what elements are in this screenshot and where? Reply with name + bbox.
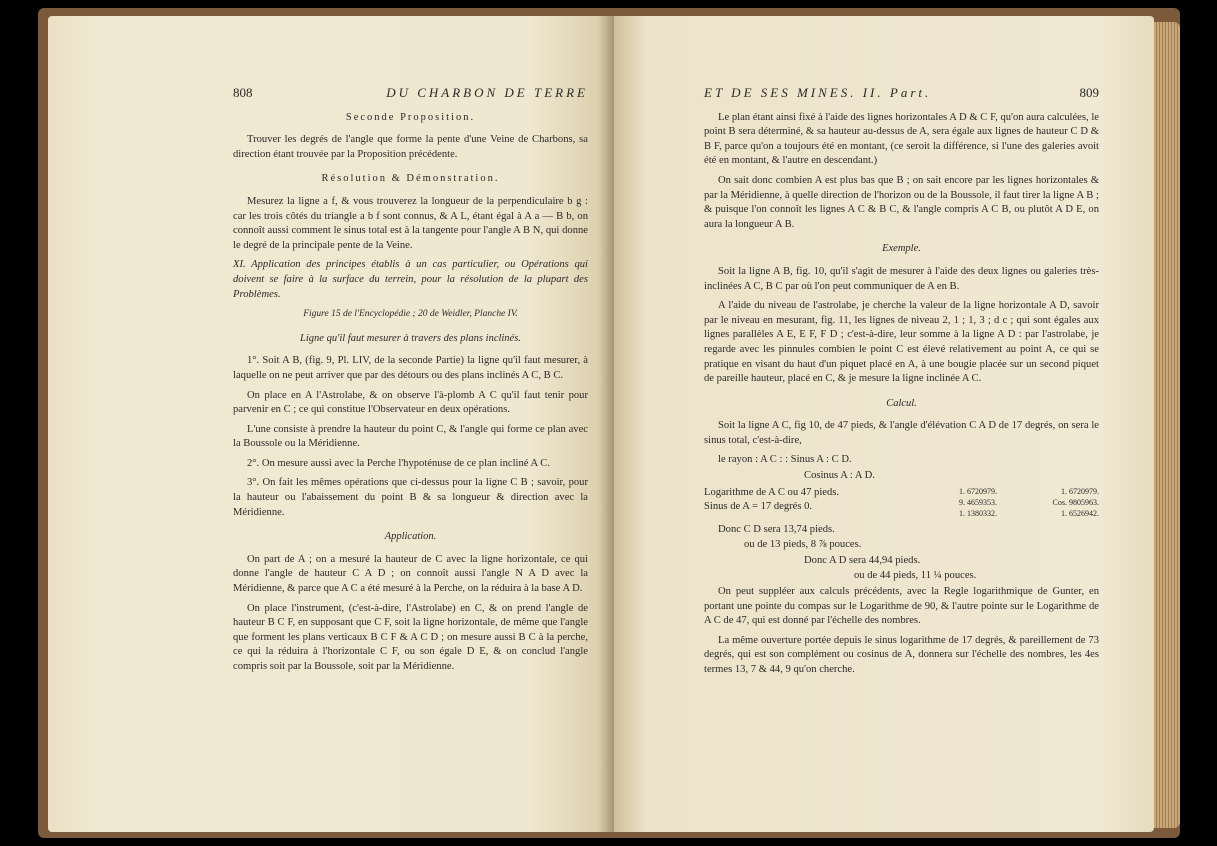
page-edges — [1154, 22, 1180, 828]
subtitle: Ligne qu'il faut mesurer à travers des plans inclinés. — [300, 332, 521, 344]
right-page — [614, 16, 1154, 832]
paragraph: L'une consiste à prendre la hauteur du point C, & l'angle qui forme ce plan avec la Boussole ou la Méridienne. — [233, 423, 588, 450]
calc-number: 1. 6720979. — [1061, 486, 1099, 496]
section-heading: Exemple. — [882, 243, 921, 255]
open-book — [38, 8, 1180, 838]
calc-line: Sinus de A = 17 degrés 0. — [704, 501, 813, 513]
calc-number: 1. 6720979. — [959, 486, 997, 496]
calc-number-row — [959, 497, 1099, 508]
calc-number-row — [959, 486, 1099, 497]
calc-number: Cos. 9805963. — [1052, 497, 1099, 507]
right-page-text — [704, 86, 1099, 683]
paragraph: A l'aide du niveau de l'astrolabe, je cherche la valeur de la ligne horizontale A D, savoir par le niveau en mesurant, fig. 11, les lignes de niveau 2, 1 ; 1, 3 ; d c ; qui sont égales aux lignes parallèles A E, E F, F D ; c'est-à-dire, leur somme à la ligne A D : par l'astrolabe, je regarde avec les pinnules combien le point C est élevé relativement au point A, ce qui se pratique en visant du haut d'un piquet placé en A, à une bougie placée sur un second piquet de pareille hauteur, placé en C, & je mesure la ligne inclinée A C. — [704, 300, 1099, 385]
calc-line: le rayon : A C : : Sinus A : C D. — [718, 454, 852, 466]
section-heading: Seconde Proposition. — [345, 111, 476, 123]
calc-labels — [704, 486, 949, 519]
paragraph: Trouver les degrés de l'angle que forme la pente d'une Veine de Charbons, sa direction étant trouvée par la Proposition précédente. — [233, 134, 588, 160]
section-heading: Calcul. — [886, 397, 917, 409]
paragraph: 3°. On fait les mêmes opérations que ci-dessus pour la ligne C B ; savoir, pour la hauteur ou l'abaissement du point B & sa longueur & direction avec la Méridienne. — [233, 477, 588, 518]
page-number: 809 — [1079, 85, 1099, 100]
left-page-text — [233, 86, 588, 680]
calc-number: 1. 1380332. — [959, 508, 997, 518]
calc-line: ou de 13 pieds, 8 ⅞ pouces. — [744, 539, 862, 551]
paragraph: 2°. On mesure aussi avec la Perche l'hypoténuse de ce plan incliné A C. — [247, 457, 550, 469]
calc-line: Logarithme de A C ou 47 pieds. — [704, 486, 840, 498]
paragraph: On sait donc combien A est plus bas que B ; on sait encore par les lignes horizontales & par la Méridienne, à quelle direction de l'horizon ou de la Boussole, il faut tirer la ligne A B ; & puisque l'on connoît les lignes A C & B C, & l'angle compris A C B, ou plutôt A D E, on aura la longueur A B. — [704, 174, 1099, 230]
calc-number-row — [959, 508, 1099, 519]
section-title: XI. Application des principes établis à un cas particulier, ou Opérations qui doivent se faire à la surface du terrein, pour la résolution de la plupart des Problèmes. — [233, 259, 588, 300]
page-number: 808 — [233, 85, 253, 100]
calc-line: Cosinus A : A D. — [804, 470, 875, 482]
calc-number: 9. 4659353. — [959, 497, 997, 507]
running-head — [233, 86, 588, 101]
calc-line: Donc A D sera 44,94 pieds. — [804, 554, 921, 566]
section-heading: Résolution & Démonstration. — [321, 173, 500, 185]
paragraph: On part de A ; on a mesuré la hauteur de C avec la ligne horizontale, ce qui donne l'angle de hauteur C A D ; on connoît aussi l'angle N A D avec la Méridienne, & parce que A C a été mesuré à la Perche, on la réduira à la base A D. — [233, 553, 588, 595]
paragraph: On place en A l'Astrolabe, & on observe l'à-plomb A C qu'il faut tenir pour parvenir en C ; ce qui constitue l'Observateur en deux opérations. — [233, 389, 588, 416]
paragraph: Mesurez la ligne a f, & vous trouverez la longueur de la perpendiculaire b g : car les trois côtés du triangle a b f sont connus, & A L, étant égal à A a — B b, on connoît aussi comment le sinus total est à la tangente pour l'angle A B N, qui donne le degré de la principale pente de la Veine. — [233, 195, 588, 251]
paragraph: On peut suppléer aux calculs précédents, avec la Regle logarithmique de Gunter, en portant une pointe du compas sur le Logarithme de 90, & l'autre pointe sur le Logarithme de A C de 47, qui est donné par l'échelle des nombres. — [704, 586, 1099, 627]
paragraph: Soit la ligne A B, fig. 10, qu'il s'agit de mesurer à l'aide des deux lignes ou galeries très-inclinées A C, B C par où l'on peut communiquer de A en B. — [704, 265, 1099, 292]
calculation-block — [704, 486, 1099, 519]
paragraph: On place l'instrument, (c'est-à-dire, l'Astrolabe) en C, & on prend l'angle de hauteur B C F, en supposant que C F, soit la ligne horizontale, de même que l'angle que forment les plans verticaux B C F & A C D ; on mesure aussi B C à la perche, ce qui la réduira à l'horizontale C F, ou son égale D E, & on conclud l'angle compris soit par la Boussole, soit par la Méridienne. — [233, 602, 588, 672]
calc-number: 1. 6526942. — [1061, 508, 1099, 518]
figure-reference: Figure 15 de l'Encyclopédie ; 20 de Weidler, Planche IV. — [303, 309, 518, 320]
section-heading: Application. — [384, 531, 437, 543]
left-page — [48, 16, 614, 832]
running-head — [704, 86, 1099, 101]
running-head-title: ET DE SES MINES. II. Part. — [704, 85, 932, 100]
paragraph: La même ouverture portée depuis le sinus logarithme de 17 degrés, & pareillement de 73 degrés, qui est son complément ou cosinus de A, donnera sur l'échelle des nombres, les 4es termes 13, 7 & 44, 9 qu'on cherche. — [704, 634, 1099, 675]
paragraph: Soit la ligne A C, fig 10, de 47 pieds, & l'angle d'élévation C A D de 17 degrés, on sera le sinus total, c'est-à-dire, — [704, 420, 1099, 446]
calc-line: Donc C D sera 13,74 pieds. — [718, 523, 835, 535]
calc-line: ou de 44 pieds, 11 ¼ pouces. — [854, 570, 977, 582]
running-head-title: DU CHARBON DE TERRE — [386, 85, 588, 100]
paragraph: 1°. Soit A B, (fig. 9, Pl. LIV, de la seconde Partie) la ligne qu'il faut mesurer, à laquelle on ne peut arriver que par des détours ou des plans inclinés A C, B C. — [233, 355, 588, 381]
calc-numbers — [959, 486, 1099, 519]
paragraph: Le plan étant ainsi fixé à l'aide des lignes horizontales A D & C F, qu'on aura calculées, le point B sera déterminé, & sa hauteur au-dessus de A, sera égale aux lignes de hauteur C D & B F, parce qu'on a toujours été en montant, (ce seroit la différence, si l'une des galeries avoit été en montant, & l'autre en descendant.) — [704, 111, 1099, 167]
